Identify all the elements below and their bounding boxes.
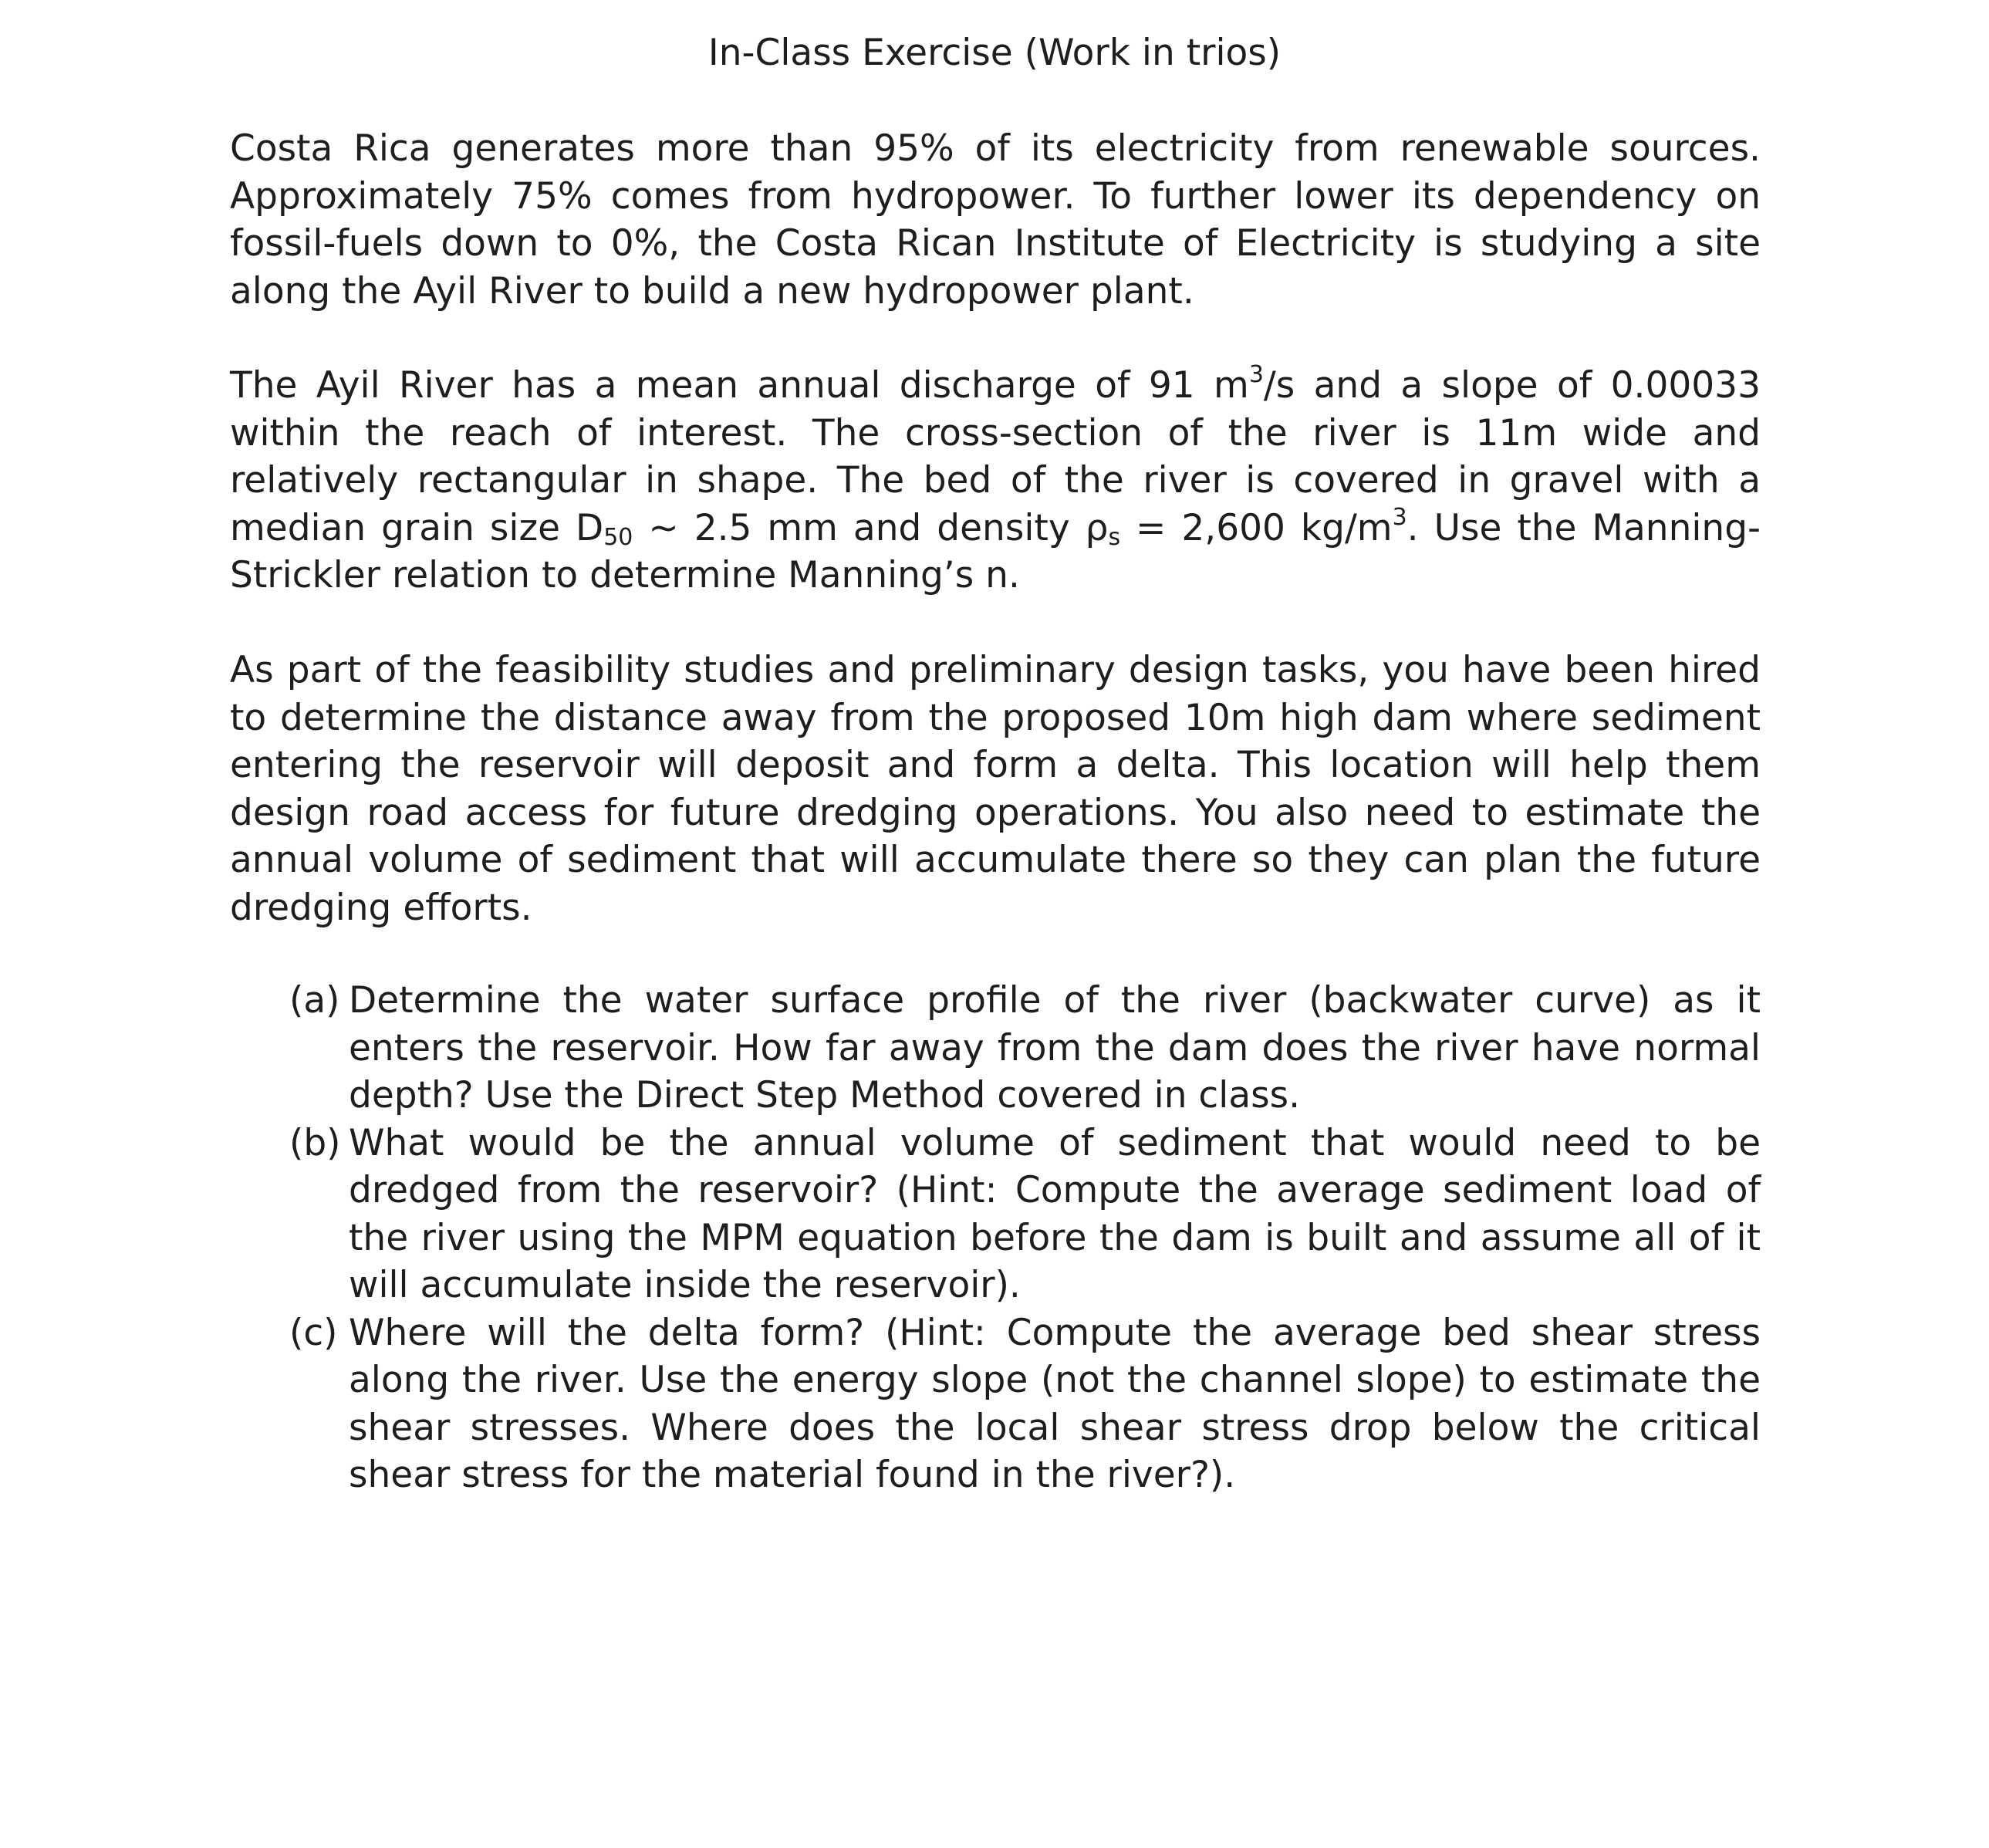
river-text-5: . Use the Manning-Strickler relation to determine Manning’s n. bbox=[230, 506, 1761, 596]
page-title: In-Class Exercise (Work in trios) bbox=[707, 32, 1282, 74]
river-text-4: = 2,600 kg/m bbox=[1120, 506, 1393, 549]
question-item-b bbox=[289, 1120, 1761, 1309]
question-marker: (c) bbox=[289, 1311, 338, 1354]
cubic-exponent: 3 bbox=[1392, 503, 1407, 531]
cubic-exponent: 3 bbox=[1248, 361, 1264, 388]
river-text-1: The Ayil River has a mean annual discharge of 91 m bbox=[230, 364, 1249, 407]
question-marker: (b) bbox=[289, 1121, 341, 1164]
task-paragraph: As part of the feasibility studies and preliminary design tasks, you have been hired to determine the distance away from the proposed 10m high dam where sediment entering the reservoir will deposit and form a delta. This location will help them design road access for future dredging operations. You also need to estimate the annual volume of sediment that will accumulate there so they can plan the future dredging efforts. bbox=[230, 649, 1761, 929]
question-text: Where will the delta form? (Hint: Compute the average bed shear stress along the river. Use the energy slope (not the channel slope) to estimate the shear stresses. Where does the local shear stress drop below the critical shear stress for the material found in the river?). bbox=[349, 1311, 1761, 1496]
d50-subscript: 50 bbox=[603, 523, 633, 551]
river-text-2: /s and a slope of 0.00033 within the reach of interest. The cross-section of the river is 11m wide and relatively rectangular in shape. The bed of the river is covered in gravel with a median grain size D bbox=[230, 364, 1761, 549]
river-text-3: ~ 2.5 mm and density ρ bbox=[633, 506, 1109, 549]
question-item-a bbox=[289, 977, 1761, 1120]
intro-paragraph: Costa Rica generates more than 95% of its electricity from renewable sources. Approximately 75% comes from hydropower. To further lower its dependency on fossil-fuels down to 0%, the Costa Rican Institute of Electricity is studying a site along the Ayil River to build a new hydropower plant. bbox=[230, 127, 1761, 313]
question-list bbox=[289, 977, 1761, 1499]
question-text: Determine the water surface profile of the river (backwater curve) as it enters the reservoir. How far away from the dam does the river have normal depth? Use the Direct Step Method covered in class. bbox=[349, 979, 1761, 1117]
river-parameters-paragraph bbox=[230, 362, 1761, 600]
question-text: What would be the annual volume of sediment that would need to be dredged from the reservoir? (Hint: Compute the average sediment load of the river using the MPM equation before the dam is built and assume all of it will accumulate inside the reservoir). bbox=[349, 1121, 1761, 1306]
density-subscript: s bbox=[1108, 523, 1121, 551]
question-marker: (a) bbox=[289, 979, 340, 1022]
question-item-c bbox=[289, 1309, 1761, 1499]
